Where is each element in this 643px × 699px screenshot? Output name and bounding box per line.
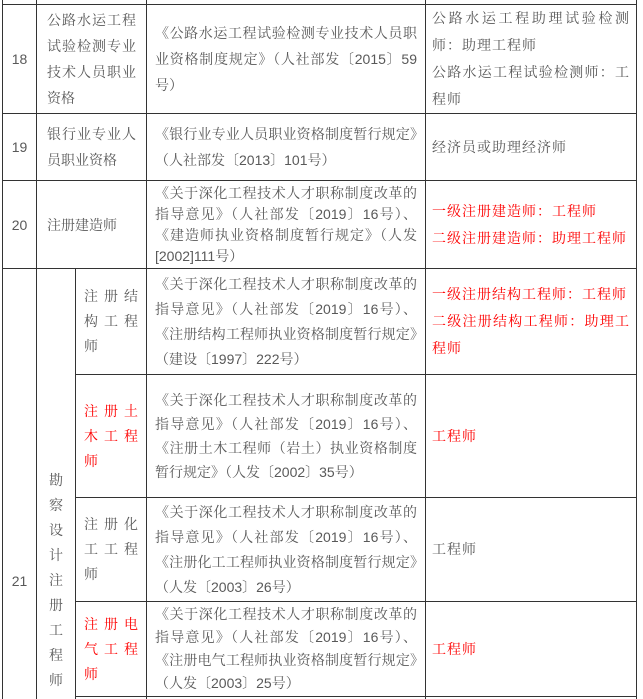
title-line: 二级注册建造师：助理工程师	[432, 229, 627, 246]
qualification-name-cell: 公路水运工程试验检测专业技术人员职业资格	[37, 5, 147, 114]
title-line: 公路水运工程助理试验检测师：助理工程师	[432, 10, 630, 53]
title-line: 工程师	[432, 427, 477, 444]
corresponding-title-cell	[426, 181, 637, 269]
regulation-basis-cell: 《公路水运工程试验检测专业技术人员职业资格制度规定》（人社部发〔2015〕59号）	[147, 5, 426, 114]
serial-number-cell: 21	[3, 269, 37, 699]
corresponding-title-cell	[426, 498, 637, 602]
corresponding-title-cell	[426, 5, 637, 114]
sub-qualification-name-cell: 注册土木工程师	[76, 375, 147, 498]
corresponding-title-cell	[426, 602, 637, 697]
vertical-group-label: 勘察设计注册工程师	[49, 472, 63, 688]
qualification-name-cell: 注册建造师	[37, 181, 147, 269]
sub-qualification-name-cell: 注册电气工程师	[76, 602, 147, 697]
table-row-20	[3, 181, 637, 269]
table-row-21-civil	[3, 375, 637, 498]
qualification-name-cell: 银行业专业人员职业资格	[37, 114, 147, 181]
regulation-basis-cell: 《关于深化工程技术人才职称制度改革的指导意见》（人社部发〔2019〕16号）、《注册结构工程师执业资格制度暂行规定》（建设〔1997〕222号）	[147, 269, 426, 375]
table-row-19	[3, 114, 637, 181]
title-line: 经济员或助理经济师	[432, 138, 567, 155]
corresponding-title-cell	[426, 269, 637, 375]
corresponding-title-cell	[426, 114, 637, 181]
corresponding-title-cell	[426, 375, 637, 498]
regulation-basis-cell: 《关于深化工程技术人才职称制度改革的指导意见》（人社部发〔2019〕16号）、《注册电气工程师执业资格制度暂行规定》（人发〔2003〕25号）	[147, 602, 426, 697]
qualification-title-mapping-table	[2, 0, 637, 699]
sub-qualification-name-cell: 注册化工工程师	[76, 498, 147, 602]
table-row-21-chemical	[3, 498, 637, 602]
regulation-basis-cell: 《关于深化工程技术人才职称制度改革的指导意见》（人社部发〔2019〕16号）、《注册化工工程师执业资格制度暂行规定》（人发〔2003〕26号）	[147, 498, 426, 602]
sub-qualification-name-cell: 注册结构工程师	[76, 269, 147, 375]
regulation-basis-cell: 《关于深化工程技术人才职称制度改革的指导意见》（人社部发〔2019〕16号）、《建造师执业资格制度暂行规定》（人发[2002]111号）	[147, 181, 426, 269]
group-label-cell	[37, 269, 76, 699]
title-line: 工程师	[432, 541, 477, 557]
table-row-21-electrical	[3, 602, 637, 697]
title-line: 公路水运工程试验检测师：工程师	[432, 64, 630, 107]
regulation-basis-cell: 《银行业专业人员职业资格制度暂行规定》（人社部发〔2013〕101号）	[147, 114, 426, 181]
table-row-18	[3, 5, 637, 114]
title-line: 一级注册结构工程师：工程师	[432, 286, 627, 302]
serial-number-cell: 20	[3, 181, 37, 269]
title-line: 一级注册建造师：工程师	[432, 202, 597, 219]
serial-number-cell: 18	[3, 5, 37, 114]
title-line: 工程师	[432, 640, 477, 657]
table-row-21-structural	[3, 269, 637, 375]
title-line: 二级注册结构工程师：助理工程师	[432, 313, 630, 356]
regulation-basis-cell: 《关于深化工程技术人才职称制度改革的指导意见》（人社部发〔2019〕16号）、《注册土木工程师（岩土）执业资格制度暂行规定》（人发〔2002〕35号）	[147, 375, 426, 498]
serial-number-cell: 19	[3, 114, 37, 181]
